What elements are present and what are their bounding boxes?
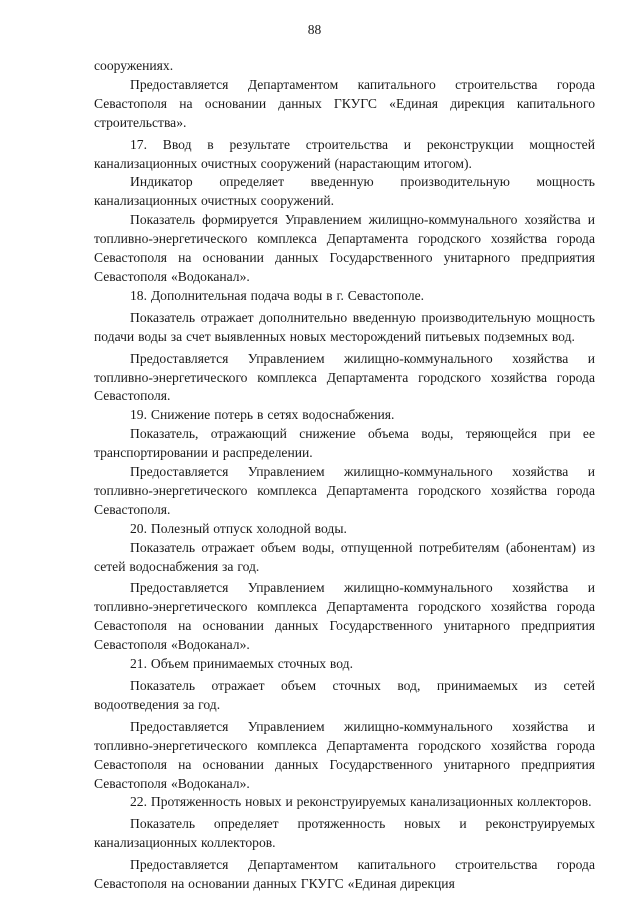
- paragraph-source-note: Предоставляется Управлением жилищно-коммунального хозяйства и топливно-энергетического комплекса Департамента городского хозяйства города Севастополя.: [94, 350, 595, 404]
- paragraph-indicator-description: Показатель отражает дополнительно введенную производительную мощность подачи воды за счет выявленных новых месторождений питьевых подземных вод.: [94, 309, 595, 344]
- paragraph-source-note: Предоставляется Департаментом капитального строительства города Севастополя на основании данных ГКУГС «Единая дирекция: [94, 857, 595, 892]
- paragraph-indicator-19: 19. Снижение потерь в сетях водоснабжения.: [130, 407, 395, 423]
- page-number: 88: [307, 22, 322, 37]
- paragraph-source-note: Предоставляется Управлением жилищно-коммунального хозяйства и топливно-энергетического комплекса Департамента городского хозяйства города Севастополя на основании данных Государственного унитарного предприятия Севастополя «Водоканал».: [94, 580, 595, 653]
- paragraph-source-note: Предоставляется Департаментом капитального строительства города Севастополя на основании данных ГКУГС «Единая дирекция капитального строительства».: [94, 76, 595, 130]
- paragraph-indicator-description: Показатель, отражающий снижение объема воды, теряющейся при ее транспортировании и распределении.: [94, 426, 595, 461]
- paragraph-source-note: Предоставляется Управлением жилищно-коммунального хозяйства и топливно-энергетического комплекса Департамента городского хозяйства города Севастополя.: [94, 464, 595, 517]
- paragraph-indicator-description: Индикатор определяет введенную производительную мощность канализационных очистных сооружений.: [94, 174, 595, 209]
- paragraph-indicator-18: 18. Дополнительная подача воды в г. Севастополе.: [130, 287, 425, 303]
- paragraph-indicator-17: 17. Ввод в результате строительства и реконструкции мощностей канализационных очистных сооружений (нарастающим итогом).: [94, 136, 595, 171]
- paragraph-indicator-21: 21. Объем принимаемых сточных вод.: [130, 656, 353, 672]
- paragraph-indicator-20: 20. Полезный отпуск холодной воды.: [130, 520, 347, 536]
- document-body: [94, 57, 595, 894]
- paragraph-source-note: Предоставляется Управлением жилищно-коммунального хозяйства и топливно-энергетического комплекса Департамента городского хозяйства города Севастополя на основании данных Государственного унитарного предприятия Севастополя «Водоканал».: [94, 718, 595, 791]
- paragraph-continuation: сооружениях.: [94, 58, 174, 73]
- paragraph-indicator-description: Показатель определяет протяженность новых и реконструируемых канализационных коллекторов.: [94, 816, 595, 851]
- paragraph-source-note: Показатель формируется Управлением жилищно-коммунального хозяйства и топливно-энергетического комплекса Департамента городского хозяйства города Севастополя на основании данных Государственного унитарного предприятия Севастополя «Водоканал».: [94, 212, 595, 284]
- paragraph-indicator-description: Показатель отражает объем воды, отпущенной потребителям (абонентам) из сетей водоснабжения за год.: [94, 539, 595, 574]
- paragraph-indicator-22: 22. Протяженность новых и реконструируемых канализационных коллекторов.: [130, 794, 592, 810]
- paragraph-indicator-description: Показатель отражает объем сточных вод, принимаемых из сетей водоотведения за год.: [94, 678, 595, 712]
